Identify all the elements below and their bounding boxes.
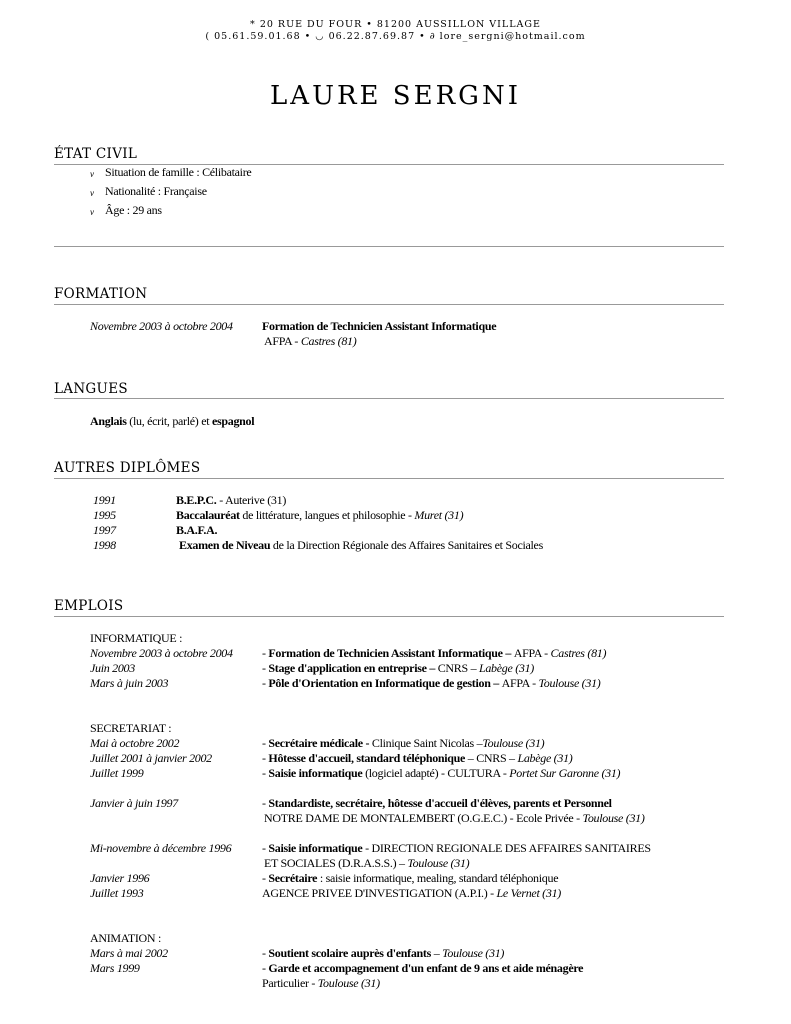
emplois-category-informatique: INFORMATIQUE :: [90, 631, 183, 645]
job-dash: -: [262, 646, 269, 660]
job-row: [262, 871, 558, 886]
job-title: Stage d'application en entreprise –: [268, 661, 438, 675]
job-place: Le Vernet (31): [496, 886, 561, 900]
diplome-detail: de littérature, langues et philosophie -: [239, 508, 415, 522]
divider: [54, 246, 724, 247]
diplome-row: [176, 508, 463, 523]
job-title: Secrétaire: [268, 871, 318, 885]
job-row: [262, 646, 606, 661]
job-dash: -: [262, 676, 269, 690]
job-date: Mars à mai 2002: [90, 946, 168, 960]
job-title: Secrétaire médicale -: [268, 736, 372, 750]
job-employer: AGENCE PRIVEE D'INVESTIGATION (A.P.I.) -: [262, 886, 497, 900]
place-text: Castres (81): [300, 334, 357, 348]
job-place: Toulouse (31): [538, 676, 601, 690]
diplome-detail: de la Direction Régionale des Affaires Sanitaires et Sociales: [270, 538, 543, 552]
job-title: Hôtesse d'accueil, standard téléphonique: [268, 751, 466, 765]
section-rule: [54, 616, 724, 617]
job-title: Saisie informatique: [268, 766, 363, 780]
section-title-emplois: EMPLOIS: [54, 598, 124, 614]
candidate-name: LAURE SERGNI: [270, 81, 521, 112]
job-employer: Clinique Saint Nicolas –: [371, 736, 483, 750]
job-separator: –: [431, 946, 443, 960]
job-date: Juin 2003: [90, 661, 135, 675]
job-employer: (logiciel adapté) - CULTURA -: [362, 766, 510, 780]
bullet-icon: v: [90, 188, 94, 198]
job-row-continued: [264, 856, 469, 871]
job-place: Toulouse (31): [442, 946, 505, 960]
job-dash: -: [262, 751, 269, 765]
section-title-etat-civil: ÉTAT CIVIL: [54, 146, 138, 162]
list-item: Situation de famille : Célibataire: [105, 165, 252, 179]
section-rule: [54, 478, 724, 479]
job-dash: -: [262, 961, 269, 975]
diplome-name: B.E.P.C.: [176, 493, 217, 507]
section-rule: [54, 304, 724, 305]
job-date: Juillet 2001 à janvier 2002: [90, 751, 212, 765]
job-employer: Particulier -: [262, 976, 318, 990]
job-place: Portet Sur Garonne (31): [509, 766, 621, 780]
langues-text: [90, 414, 254, 429]
job-row: [262, 841, 651, 856]
diplome-name: B.A.F.A.: [176, 523, 218, 537]
job-place: Labège (31): [478, 661, 534, 675]
job-date: Juillet 1993: [90, 886, 144, 900]
job-title: Formation de Technicien Assistant Informatique –: [268, 646, 514, 660]
job-row: [262, 946, 504, 961]
job-title: Pôle d'Orientation en Informatique de gestion –: [268, 676, 502, 690]
job-employer: CNRS –: [437, 661, 479, 675]
diplome-year: 1997: [93, 523, 116, 537]
diplome-year: 1998: [93, 538, 116, 552]
job-row: [262, 766, 620, 781]
job-date: Juillet 1999: [90, 766, 144, 780]
job-dash: -: [262, 766, 269, 780]
job-employer: AFPA -: [501, 676, 539, 690]
job-place: Toulouse (31): [582, 811, 645, 825]
diplome-name: Baccalauréat: [176, 508, 240, 522]
list-item: Nationalité : Française: [105, 184, 207, 198]
diplome-year: 1995: [93, 508, 116, 522]
job-employer: NOTRE DAME DE MONTALEMBERT (O.G.E.C.) - Ecole Privée -: [264, 811, 583, 825]
job-dash: -: [262, 736, 269, 750]
formation-date: Novembre 2003 à octobre 2004: [90, 319, 233, 333]
org-text: AFPA -: [264, 334, 301, 348]
job-row: [262, 736, 544, 751]
formation-heading: Formation de Technicien Assistant Informatique: [262, 319, 497, 333]
job-title: Garde et accompagnement d'un enfant de 9 ans et aide ménagère: [268, 961, 584, 975]
job-dash: -: [262, 661, 269, 675]
job-row: [262, 886, 561, 901]
job-row-continued: [262, 976, 380, 991]
diplome-year: 1991: [93, 493, 116, 507]
job-place: Toulouse (31): [482, 736, 545, 750]
job-date: Mars 1999: [90, 961, 140, 975]
list-item: Âge : 29 ans: [105, 203, 162, 217]
section-title-langues: LANGUES: [54, 381, 128, 397]
job-row: [262, 796, 612, 811]
job-detail: : saisie informatique, mealing, standard téléphonique: [317, 871, 559, 885]
job-row: [262, 961, 583, 976]
job-date: Janvier à juin 1997: [90, 796, 178, 810]
section-title-formation: FORMATION: [54, 286, 148, 302]
job-place: Castres (81): [550, 646, 607, 660]
job-employer: – CNRS –: [465, 751, 518, 765]
bullet-icon: v: [90, 207, 94, 217]
emplois-category-secretariat: SECRETARIAT :: [90, 721, 172, 735]
job-place: Toulouse (31): [407, 856, 470, 870]
lang-detail: (lu, écrit, parlé) et: [126, 414, 212, 428]
job-date: Mi-novembre à décembre 1996: [90, 841, 232, 855]
diplome-row: [179, 538, 543, 553]
diplome-row: [176, 493, 286, 508]
job-dash: -: [262, 841, 269, 855]
diplome-detail: - Auterive (31): [216, 493, 287, 507]
formation-org: [264, 334, 356, 349]
lang-english: Anglais: [90, 414, 127, 428]
address-line: * 20 RUE DU FOUR • 81200 AUSSILLON VILLAGE: [250, 19, 541, 30]
job-row: [262, 661, 534, 676]
job-title: Saisie informatique: [268, 841, 363, 855]
diplome-name: Examen de Niveau: [179, 538, 271, 552]
job-employer: AFPA -: [513, 646, 551, 660]
bullet-icon: v: [90, 169, 94, 179]
job-row: [262, 751, 572, 766]
job-dash: -: [262, 796, 269, 810]
contact-line: ( 05.61.59.01.68 • ◡ 06.22.87.69.87 • ∂ lore_sergni@hotmail.com: [205, 31, 586, 42]
job-place: Toulouse (31): [317, 976, 380, 990]
job-date: Mars à juin 2003: [90, 676, 169, 690]
job-date: Mai à octobre 2002: [90, 736, 180, 750]
job-employer: ET SOCIALES (D.R.A.S.S.) –: [264, 856, 408, 870]
job-date: Janvier 1996: [90, 871, 150, 885]
job-title: Soutient scolaire auprès d'enfants: [268, 946, 431, 960]
job-title: Standardiste, secrétaire, hôtesse d'accueil d'élèves, parents et Personnel: [268, 796, 612, 810]
diplome-place: Muret (31): [414, 508, 464, 522]
job-place: Labège (31): [517, 751, 573, 765]
emplois-category-animation: ANIMATION :: [90, 931, 162, 945]
section-title-diplomes: AUTRES DIPLÔMES: [54, 460, 201, 476]
job-date: Novembre 2003 à octobre 2004: [90, 646, 233, 660]
section-rule: [54, 398, 724, 399]
lang-spanish: espagnol: [211, 414, 255, 428]
job-employer: - DIRECTION REGIONALE DES AFFAIRES SANITAIRES: [362, 841, 651, 855]
job-dash: -: [262, 946, 269, 960]
job-dash: -: [262, 871, 269, 885]
job-row: [262, 676, 600, 691]
job-row-continued: [264, 811, 645, 826]
